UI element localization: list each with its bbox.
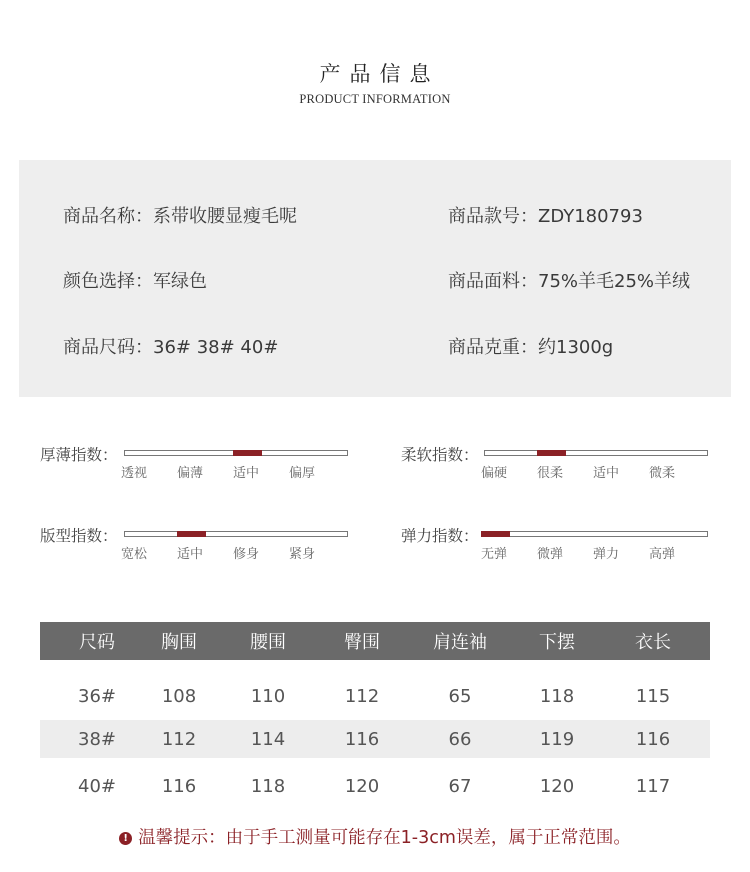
- scale-tick: 修身: [232, 547, 260, 562]
- scale-tick: 宽松: [120, 547, 148, 562]
- scale-tick: 紧身: [288, 547, 316, 562]
- fit-scale-bar: [124, 531, 348, 537]
- table-cell: 112: [161, 728, 197, 750]
- table-header-cell: 下摆: [539, 632, 575, 653]
- table-header-row: [40, 622, 710, 660]
- product-code: 商品款号：ZDY180793: [448, 206, 643, 227]
- scale-tick: 偏硬: [480, 466, 508, 481]
- softness-scale-label: 柔软指数：: [401, 446, 479, 464]
- scale-tick: 微弹: [536, 547, 564, 562]
- table-header-cell: 衣长: [635, 632, 671, 653]
- exclamation-circle-icon: !: [119, 832, 132, 845]
- elasticity-scale-label: 弹力指数：: [401, 527, 479, 545]
- table-cell: 108: [161, 686, 197, 707]
- table-header-cell: 胸围: [161, 632, 197, 653]
- table-cell: 114: [250, 728, 286, 750]
- table-row: [40, 720, 710, 758]
- softness-scale: [401, 443, 721, 483]
- scale-tick: 透视: [120, 466, 148, 481]
- scale-tick: 很柔: [536, 466, 564, 481]
- table-header-cell: 尺码: [79, 632, 115, 653]
- table-cell: 120: [539, 775, 575, 797]
- table-cell: 65: [448, 686, 472, 707]
- fit-scale-indicator: [177, 531, 206, 537]
- softness-scale-indicator: [537, 450, 566, 456]
- table-cell: 112: [344, 686, 380, 707]
- thickness-scale-bar: [124, 450, 348, 456]
- product-info-panel: [19, 160, 731, 397]
- product-weight: 商品克重：约1300g: [448, 337, 614, 358]
- table-cell: 116: [344, 728, 380, 750]
- table-cell: 120: [344, 775, 380, 797]
- scale-tick: 弹力: [592, 547, 620, 562]
- scale-tick: 无弹: [480, 547, 508, 562]
- scale-tick: 偏薄: [176, 466, 204, 481]
- table-cell: 110: [250, 686, 286, 707]
- elasticity-scale-indicator: [481, 531, 510, 537]
- thickness-scale: [40, 443, 360, 483]
- table-cell: 119: [539, 728, 575, 750]
- scale-tick: 适中: [592, 466, 620, 481]
- fit-scale: [40, 524, 360, 564]
- thickness-scale-label: 厚薄指数：: [40, 446, 118, 464]
- page-title-en: PRODUCT INFORMATION: [299, 92, 451, 106]
- table-row: [40, 758, 710, 814]
- scale-tick: 偏厚: [288, 466, 316, 481]
- table-cell: 66: [448, 728, 472, 750]
- table-cell: 67: [448, 775, 472, 797]
- fit-scale-label: 版型指数：: [40, 527, 118, 545]
- size-chart-table: [40, 622, 710, 814]
- table-header-cell: 腰围: [250, 632, 286, 653]
- table-cell: 116: [635, 728, 671, 750]
- product-fabric: 商品面料：75%羊毛25%羊绒: [448, 271, 691, 292]
- table-cell: 38#: [78, 728, 116, 750]
- page-title-cn: 产品信息: [319, 62, 440, 86]
- table-cell: 40#: [78, 775, 116, 797]
- softness-scale-bar: [484, 450, 708, 456]
- scale-tick: 适中: [176, 547, 204, 562]
- table-row: [40, 673, 710, 720]
- scale-tick: 适中: [232, 466, 260, 481]
- table-cell: 118: [539, 686, 575, 707]
- table-header-cell: 肩连袖: [433, 632, 487, 653]
- measurement-note-text: 温馨提示：由于手工测量可能存在1-3cm误差，属于正常范围。: [138, 828, 631, 848]
- product-sizes: 商品尺码：36# 38# 40#: [63, 337, 279, 358]
- scale-tick: 微柔: [648, 466, 676, 481]
- table-cell: 116: [161, 775, 197, 797]
- table-header-cell: 臀围: [344, 632, 380, 653]
- table-cell: 118: [250, 775, 286, 797]
- product-color: 颜色选择：军绿色: [63, 271, 207, 292]
- thickness-scale-indicator: [233, 450, 262, 456]
- scale-tick: 高弹: [648, 547, 676, 562]
- measurement-note: [0, 824, 750, 849]
- product-name: 商品名称：系带收腰显瘦毛呢: [63, 206, 297, 227]
- table-cell: 115: [635, 686, 671, 707]
- table-cell: 117: [635, 775, 671, 797]
- elasticity-scale-bar: [484, 531, 708, 537]
- table-cell: 36#: [78, 686, 116, 707]
- elasticity-scale: [401, 524, 721, 564]
